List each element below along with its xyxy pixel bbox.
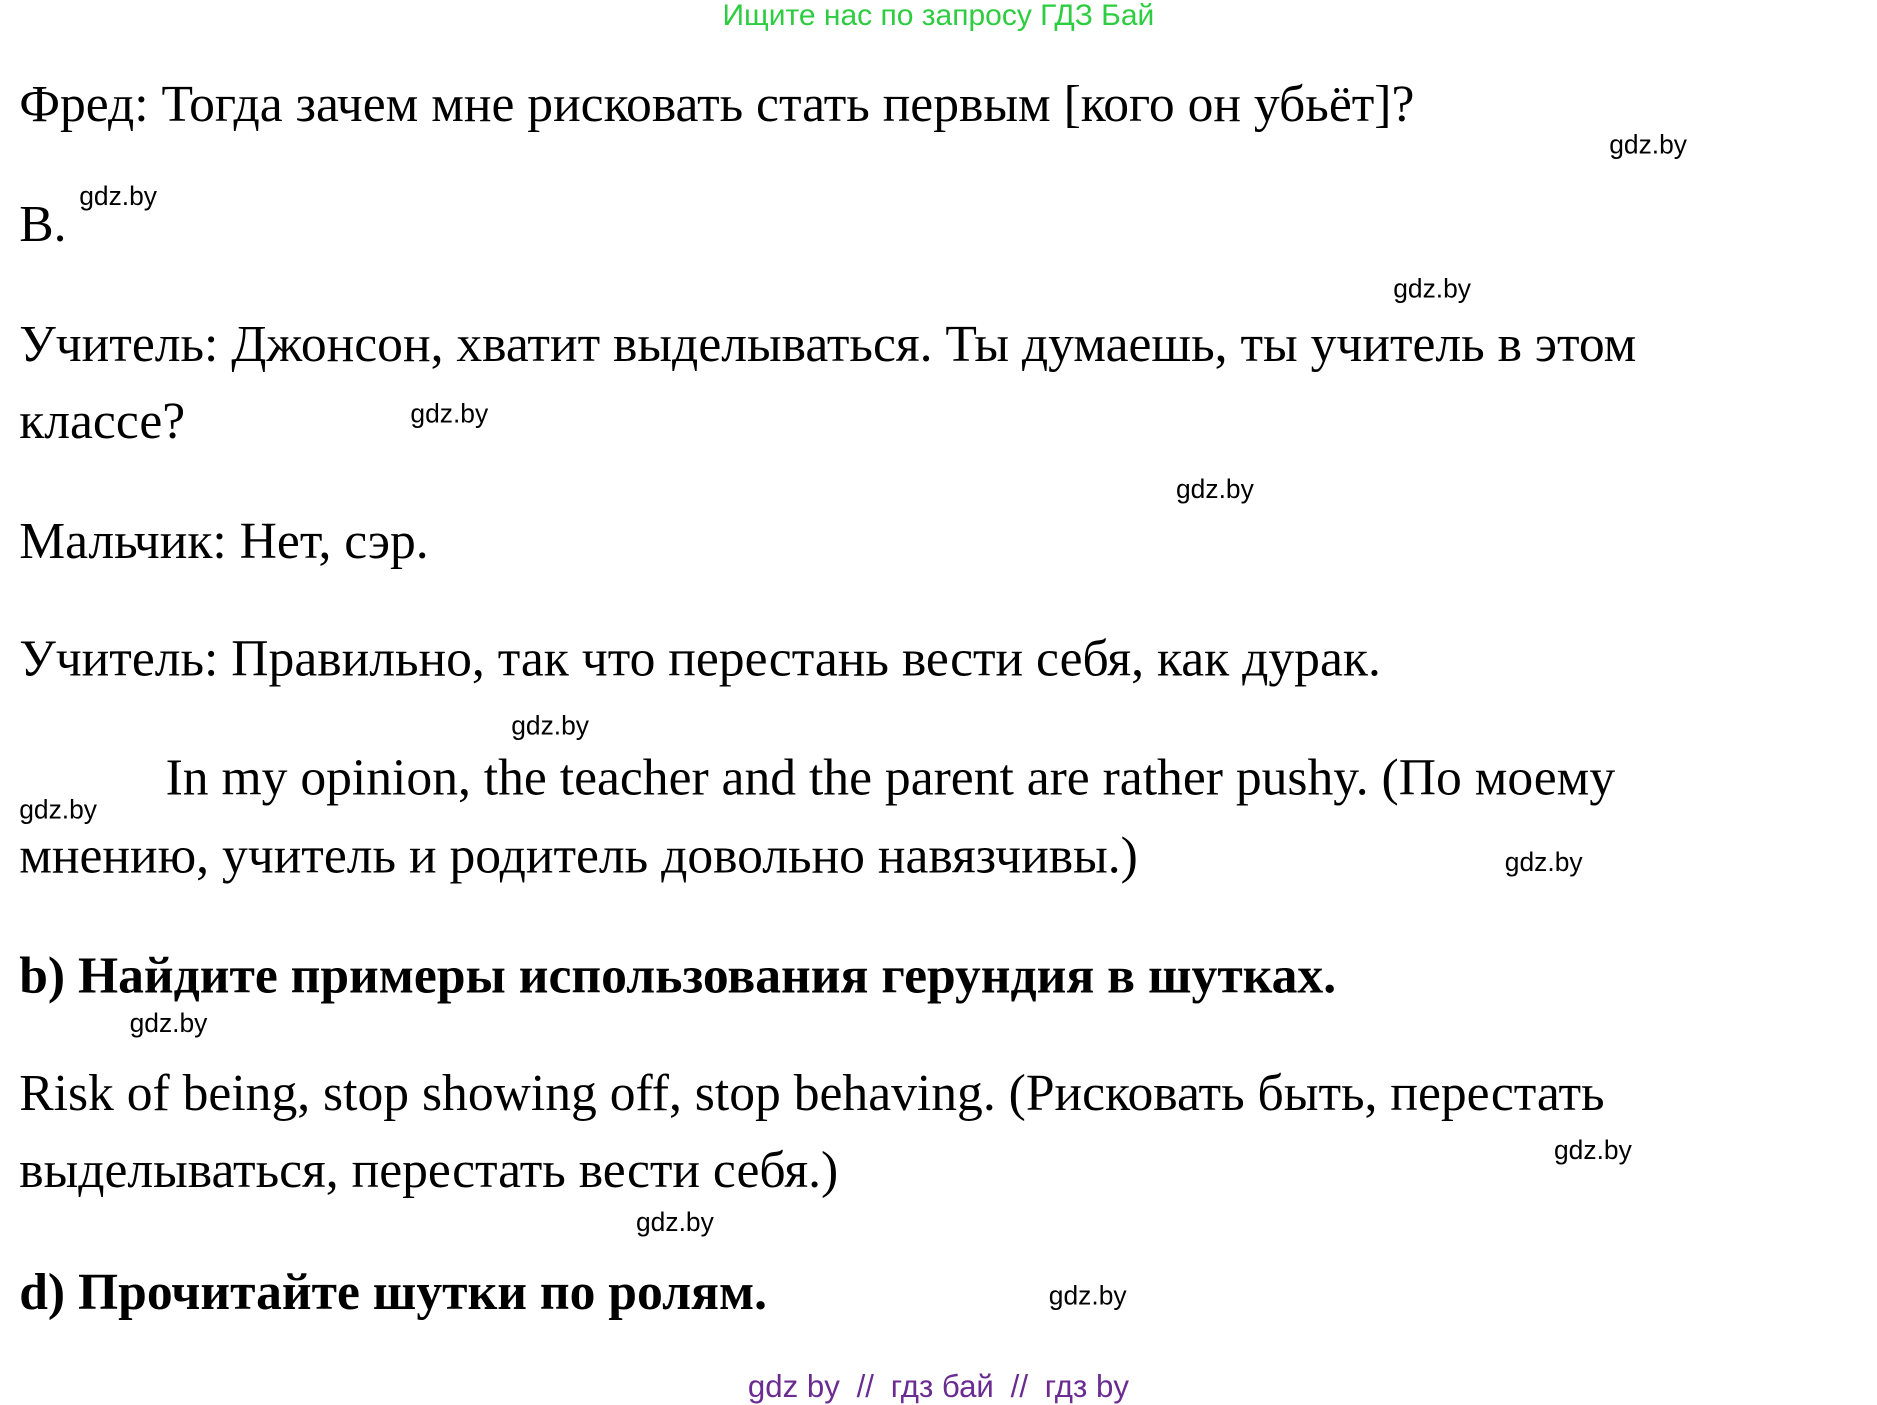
section-label-b: B. <box>19 196 67 254</box>
text-line-teacher-2: Учитель: Правильно, так что перестань вести себя, как дурак. <box>19 631 1381 688</box>
footer-separator: // <box>1010 1368 1029 1404</box>
watermark: gdz.by <box>636 1207 714 1238</box>
task-heading-b: b) Найдите примеры использования герундия в шутках. <box>19 948 1337 1005</box>
footer-separator: // <box>856 1368 874 1404</box>
watermark: gdz.by <box>129 1008 208 1038</box>
footer-link-gdz-by[interactable]: gdz by <box>747 1368 840 1404</box>
footer-link-gdz-bai[interactable]: гдз бай <box>890 1368 994 1404</box>
watermark: gdz.by <box>1504 847 1583 878</box>
text-line-opinion: In my opinion, the teacher and the parent are rather pushy. (По моему <box>165 750 1616 807</box>
watermark: gdz.by <box>1393 273 1471 304</box>
text-line-fred: Фред: Тогда зачем мне рисковать стать первым [кого он убьёт]? <box>19 76 1415 134</box>
text-line-teacher-1-cont: классе? <box>19 393 186 451</box>
watermark: gdz.by <box>511 710 589 741</box>
watermark: gdz.by <box>1048 1280 1127 1311</box>
watermark: gdz.by <box>1176 474 1254 505</box>
text-line-gerunds: Risk of being, stop showing off, stop behaving. (Рисковать быть, перестать <box>19 1065 1605 1122</box>
text-line-opinion-cont: мнению, учитель и родитель довольно навязчивы.) <box>19 828 1138 885</box>
watermark: gdz.by <box>1554 1135 1632 1166</box>
footer-links <box>0 1368 1877 1405</box>
text-line-teacher-1: Учитель: Джонсон, хватит выделываться. Ты думаешь, ты учитель в этом <box>19 316 1637 374</box>
text-line-gerunds-cont: выделываться, перестать вести себя.) <box>19 1142 839 1199</box>
watermark: gdz.by <box>1609 129 1687 160</box>
search-banner: Ищите нас по запросу ГДЗ Бай <box>722 0 1155 33</box>
footer-link-gdz-by-cyr[interactable]: гдз by <box>1044 1368 1129 1404</box>
watermark: gdz.by <box>79 181 157 212</box>
task-heading-d: d) Прочитайте шутки по ролям. <box>19 1264 768 1322</box>
watermark: gdz.by <box>19 794 97 825</box>
watermark: gdz.by <box>410 398 489 429</box>
text-line-boy: Мальчик: Нет, сэр. <box>19 513 429 570</box>
